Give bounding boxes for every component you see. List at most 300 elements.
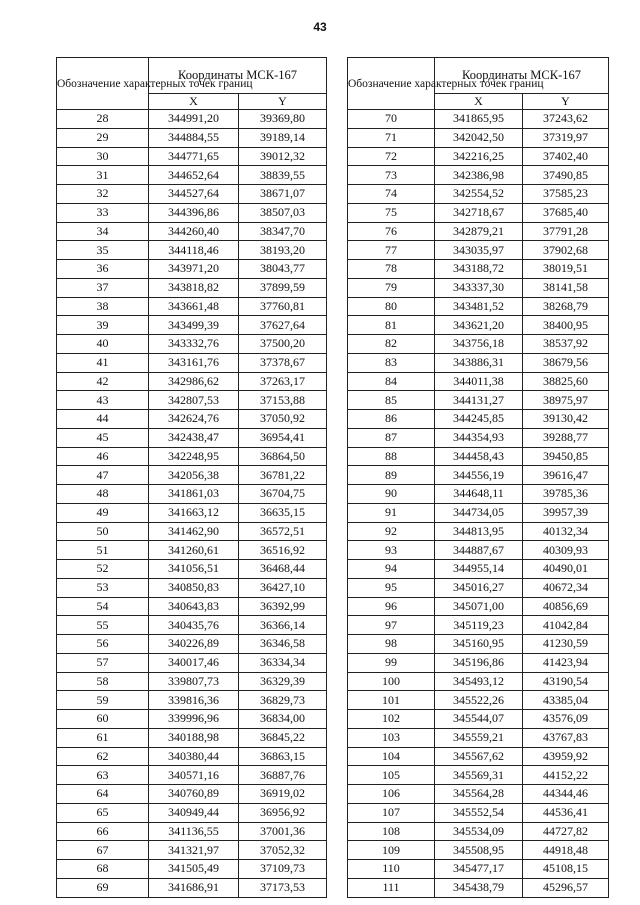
x-coordinate-cell: 344955,14 bbox=[435, 560, 523, 579]
point-number-cell: 67 bbox=[57, 841, 149, 860]
table-row bbox=[57, 128, 327, 147]
x-coordinate-cell: 340571,16 bbox=[149, 766, 239, 785]
table-row bbox=[348, 485, 609, 504]
y-coordinate-cell: 38825,60 bbox=[523, 372, 609, 391]
point-number-cell: 102 bbox=[348, 710, 435, 729]
y-coordinate-cell: 44727,82 bbox=[523, 822, 609, 841]
point-number-cell: 61 bbox=[57, 728, 149, 747]
x-coordinate-cell: 344396,86 bbox=[149, 203, 239, 222]
point-number-cell: 58 bbox=[57, 672, 149, 691]
y-coordinate-cell: 36781,22 bbox=[239, 466, 327, 485]
y-coordinate-cell: 39130,42 bbox=[523, 410, 609, 429]
x-coordinate-cell: 345544,07 bbox=[435, 710, 523, 729]
point-number-cell: 73 bbox=[348, 166, 435, 185]
x-coordinate-cell: 345071,00 bbox=[435, 597, 523, 616]
x-coordinate-cell: 345564,28 bbox=[435, 785, 523, 804]
x-coordinate-cell: 340188,98 bbox=[149, 728, 239, 747]
x-coordinate-cell: 344245,85 bbox=[435, 410, 523, 429]
point-number-cell: 89 bbox=[348, 466, 435, 485]
point-number-cell: 75 bbox=[348, 203, 435, 222]
table-row bbox=[57, 597, 327, 616]
x-coordinate-cell: 343661,48 bbox=[149, 297, 239, 316]
point-number-cell: 68 bbox=[57, 860, 149, 879]
y-column-header: Y bbox=[523, 94, 609, 110]
x-coordinate-cell: 344011,38 bbox=[435, 372, 523, 391]
table-row bbox=[348, 335, 609, 354]
table-row bbox=[57, 485, 327, 504]
point-number-cell: 44 bbox=[57, 410, 149, 429]
y-coordinate-cell: 37760,81 bbox=[239, 297, 327, 316]
x-coordinate-cell: 342386,98 bbox=[435, 166, 523, 185]
table-row bbox=[57, 578, 327, 597]
x-coordinate-cell: 343337,30 bbox=[435, 278, 523, 297]
point-number-cell: 98 bbox=[348, 635, 435, 654]
x-coordinate-cell: 345569,31 bbox=[435, 766, 523, 785]
point-number-cell: 100 bbox=[348, 672, 435, 691]
y-coordinate-cell: 37627,64 bbox=[239, 316, 327, 335]
x-coordinate-cell: 345567,62 bbox=[435, 747, 523, 766]
y-coordinate-cell: 37052,32 bbox=[239, 841, 327, 860]
y-coordinate-cell: 36329,39 bbox=[239, 672, 327, 691]
table-row bbox=[348, 822, 609, 841]
point-number-cell: 53 bbox=[57, 578, 149, 597]
x-coordinate-cell: 343886,31 bbox=[435, 353, 523, 372]
x-coordinate-cell: 344556,19 bbox=[435, 466, 523, 485]
y-coordinate-cell: 38019,51 bbox=[523, 260, 609, 279]
table-row bbox=[57, 353, 327, 372]
table-row bbox=[348, 803, 609, 822]
y-coordinate-cell: 44918,48 bbox=[523, 841, 609, 860]
y-coordinate-cell: 38347,70 bbox=[239, 222, 327, 241]
y-coordinate-cell: 37173,53 bbox=[239, 878, 327, 897]
point-number-cell: 48 bbox=[57, 485, 149, 504]
table-row bbox=[57, 860, 327, 879]
table-row bbox=[348, 522, 609, 541]
y-coordinate-cell: 38043,77 bbox=[239, 260, 327, 279]
table-row bbox=[348, 147, 609, 166]
x-coordinate-cell: 343971,20 bbox=[149, 260, 239, 279]
table-row bbox=[348, 747, 609, 766]
y-coordinate-cell: 36834,00 bbox=[239, 710, 327, 729]
y-coordinate-cell: 37685,40 bbox=[523, 203, 609, 222]
y-coordinate-cell: 39288,77 bbox=[523, 428, 609, 447]
x-coordinate-cell: 344527,64 bbox=[149, 185, 239, 204]
point-number-cell: 70 bbox=[348, 110, 435, 129]
y-coordinate-cell: 38400,95 bbox=[523, 316, 609, 335]
x-coordinate-cell: 344734,05 bbox=[435, 503, 523, 522]
table-row bbox=[348, 653, 609, 672]
x-coordinate-cell: 344260,40 bbox=[149, 222, 239, 241]
x-coordinate-cell: 340643,83 bbox=[149, 597, 239, 616]
point-number-cell: 82 bbox=[348, 335, 435, 354]
table-row bbox=[57, 728, 327, 747]
table-row bbox=[348, 503, 609, 522]
x-column-header: X bbox=[435, 94, 523, 110]
x-coordinate-cell: 341861,03 bbox=[149, 485, 239, 504]
table-row bbox=[57, 147, 327, 166]
point-number-cell: 39 bbox=[57, 316, 149, 335]
y-coordinate-cell: 36572,51 bbox=[239, 522, 327, 541]
table-row bbox=[348, 128, 609, 147]
table-row bbox=[57, 841, 327, 860]
table-row bbox=[348, 278, 609, 297]
y-coordinate-cell: 45108,15 bbox=[523, 860, 609, 879]
x-coordinate-cell: 345160,95 bbox=[435, 635, 523, 654]
point-number-cell: 62 bbox=[57, 747, 149, 766]
point-number-cell: 76 bbox=[348, 222, 435, 241]
x-coordinate-cell: 344458,43 bbox=[435, 447, 523, 466]
table-row bbox=[57, 428, 327, 447]
x-coordinate-cell: 340760,89 bbox=[149, 785, 239, 804]
point-number-cell: 105 bbox=[348, 766, 435, 785]
table-row bbox=[348, 541, 609, 560]
y-coordinate-cell: 36864,50 bbox=[239, 447, 327, 466]
table-row bbox=[348, 785, 609, 804]
table-row bbox=[348, 166, 609, 185]
x-coordinate-cell: 343621,20 bbox=[435, 316, 523, 335]
table-row bbox=[57, 372, 327, 391]
point-number-cell: 66 bbox=[57, 822, 149, 841]
y-coordinate-cell: 36829,73 bbox=[239, 691, 327, 710]
x-coordinate-cell: 343756,18 bbox=[435, 335, 523, 354]
x-coordinate-cell: 344648,11 bbox=[435, 485, 523, 504]
point-number-cell: 109 bbox=[348, 841, 435, 860]
y-coordinate-cell: 36334,34 bbox=[239, 653, 327, 672]
point-number-cell: 51 bbox=[57, 541, 149, 560]
table-row bbox=[57, 203, 327, 222]
point-number-cell: 107 bbox=[348, 803, 435, 822]
point-number-cell: 33 bbox=[57, 203, 149, 222]
y-coordinate-cell: 36863,15 bbox=[239, 747, 327, 766]
table-row bbox=[348, 466, 609, 485]
point-number-cell: 103 bbox=[348, 728, 435, 747]
table-row bbox=[57, 391, 327, 410]
point-number-cell: 69 bbox=[57, 878, 149, 897]
y-coordinate-cell: 43959,92 bbox=[523, 747, 609, 766]
x-coordinate-cell: 344354,93 bbox=[435, 428, 523, 447]
point-number-cell: 108 bbox=[348, 822, 435, 841]
x-coordinate-cell: 344991,20 bbox=[149, 110, 239, 129]
x-coordinate-cell: 343332,76 bbox=[149, 335, 239, 354]
y-coordinate-cell: 37050,92 bbox=[239, 410, 327, 429]
table-row bbox=[57, 803, 327, 822]
x-coordinate-cell: 340435,76 bbox=[149, 616, 239, 635]
x-coordinate-cell: 344884,55 bbox=[149, 128, 239, 147]
table-row bbox=[57, 185, 327, 204]
point-number-cell: 94 bbox=[348, 560, 435, 579]
y-coordinate-cell: 41423,94 bbox=[523, 653, 609, 672]
table-body bbox=[348, 110, 609, 898]
table-row bbox=[348, 728, 609, 747]
x-coordinate-cell: 345508,95 bbox=[435, 841, 523, 860]
table-row bbox=[57, 785, 327, 804]
table-row bbox=[348, 691, 609, 710]
y-coordinate-cell: 37402,40 bbox=[523, 147, 609, 166]
y-coordinate-cell: 41230,59 bbox=[523, 635, 609, 654]
table-row bbox=[57, 260, 327, 279]
table-row bbox=[57, 522, 327, 541]
y-coordinate-cell: 38671,07 bbox=[239, 185, 327, 204]
table-row bbox=[57, 166, 327, 185]
point-number-cell: 104 bbox=[348, 747, 435, 766]
x-coordinate-cell: 344131,27 bbox=[435, 391, 523, 410]
table-row bbox=[57, 316, 327, 335]
y-coordinate-cell: 43576,09 bbox=[523, 710, 609, 729]
point-number-cell: 55 bbox=[57, 616, 149, 635]
table-row bbox=[57, 335, 327, 354]
table-row bbox=[348, 353, 609, 372]
point-number-cell: 87 bbox=[348, 428, 435, 447]
x-coordinate-cell: 342718,67 bbox=[435, 203, 523, 222]
point-number-cell: 60 bbox=[57, 710, 149, 729]
x-coordinate-cell: 342056,38 bbox=[149, 466, 239, 485]
point-number-cell: 49 bbox=[57, 503, 149, 522]
table-row bbox=[348, 185, 609, 204]
x-coordinate-cell: 342879,21 bbox=[435, 222, 523, 241]
table-row bbox=[348, 260, 609, 279]
x-coordinate-cell: 343035,97 bbox=[435, 241, 523, 260]
x-coordinate-cell: 344771,65 bbox=[149, 147, 239, 166]
y-coordinate-cell: 37243,62 bbox=[523, 110, 609, 129]
y-coordinate-cell: 36427,10 bbox=[239, 578, 327, 597]
y-coordinate-cell: 45296,57 bbox=[523, 878, 609, 897]
x-coordinate-cell: 344813,95 bbox=[435, 522, 523, 541]
point-number-cell: 84 bbox=[348, 372, 435, 391]
y-coordinate-cell: 37153,88 bbox=[239, 391, 327, 410]
x-coordinate-cell: 341056,51 bbox=[149, 560, 239, 579]
table-row bbox=[348, 841, 609, 860]
point-number-cell: 81 bbox=[348, 316, 435, 335]
y-coordinate-cell: 39012,32 bbox=[239, 147, 327, 166]
point-number-cell: 32 bbox=[57, 185, 149, 204]
table-row bbox=[348, 635, 609, 654]
x-coordinate-cell: 345438,79 bbox=[435, 878, 523, 897]
x-coordinate-cell: 339816,36 bbox=[149, 691, 239, 710]
table-row bbox=[57, 297, 327, 316]
point-number-cell: 52 bbox=[57, 560, 149, 579]
point-number-cell: 56 bbox=[57, 635, 149, 654]
y-coordinate-cell: 43385,04 bbox=[523, 691, 609, 710]
y-coordinate-cell: 36392,99 bbox=[239, 597, 327, 616]
table-row bbox=[57, 110, 327, 129]
point-number-cell: 28 bbox=[57, 110, 149, 129]
y-coordinate-cell: 38975,97 bbox=[523, 391, 609, 410]
point-number-cell: 111 bbox=[348, 878, 435, 897]
x-coordinate-cell: 343481,52 bbox=[435, 297, 523, 316]
x-coordinate-cell: 342438,47 bbox=[149, 428, 239, 447]
x-coordinate-cell: 341686,91 bbox=[149, 878, 239, 897]
x-coordinate-cell: 341136,55 bbox=[149, 822, 239, 841]
x-coordinate-cell: 343818,82 bbox=[149, 278, 239, 297]
point-number-cell: 88 bbox=[348, 447, 435, 466]
table-row bbox=[348, 203, 609, 222]
y-coordinate-cell: 39450,85 bbox=[523, 447, 609, 466]
point-number-cell: 65 bbox=[57, 803, 149, 822]
x-coordinate-cell: 339807,73 bbox=[149, 672, 239, 691]
table-row bbox=[57, 635, 327, 654]
y-coordinate-cell: 40672,34 bbox=[523, 578, 609, 597]
point-number-cell: 45 bbox=[57, 428, 149, 447]
x-coordinate-cell: 340850,83 bbox=[149, 578, 239, 597]
x-coordinate-cell: 341462,90 bbox=[149, 522, 239, 541]
point-number-cell: 95 bbox=[348, 578, 435, 597]
x-coordinate-cell: 345534,09 bbox=[435, 822, 523, 841]
coordinates-table-right bbox=[347, 57, 609, 898]
point-number-cell: 63 bbox=[57, 766, 149, 785]
point-number-cell: 64 bbox=[57, 785, 149, 804]
point-number-cell: 47 bbox=[57, 466, 149, 485]
table-row bbox=[348, 710, 609, 729]
x-coordinate-cell: 345552,54 bbox=[435, 803, 523, 822]
y-coordinate-cell: 44536,41 bbox=[523, 803, 609, 822]
x-coordinate-cell: 339996,96 bbox=[149, 710, 239, 729]
x-coordinate-cell: 340380,44 bbox=[149, 747, 239, 766]
table-row bbox=[348, 297, 609, 316]
y-coordinate-cell: 40490,01 bbox=[523, 560, 609, 579]
y-coordinate-cell: 37263,17 bbox=[239, 372, 327, 391]
table-row bbox=[348, 410, 609, 429]
table-row bbox=[348, 878, 609, 897]
y-coordinate-cell: 38839,55 bbox=[239, 166, 327, 185]
y-coordinate-cell: 38679,56 bbox=[523, 353, 609, 372]
point-number-cell: 90 bbox=[348, 485, 435, 504]
point-number-cell: 71 bbox=[348, 128, 435, 147]
x-column-header: X bbox=[149, 94, 239, 110]
point-number-cell: 83 bbox=[348, 353, 435, 372]
table-row bbox=[57, 878, 327, 897]
table-row bbox=[57, 766, 327, 785]
y-coordinate-cell: 36468,44 bbox=[239, 560, 327, 579]
x-coordinate-cell: 342042,50 bbox=[435, 128, 523, 147]
x-coordinate-cell: 342807,53 bbox=[149, 391, 239, 410]
x-coordinate-cell: 343499,39 bbox=[149, 316, 239, 335]
table-row bbox=[348, 372, 609, 391]
point-number-cell: 101 bbox=[348, 691, 435, 710]
point-number-cell: 36 bbox=[57, 260, 149, 279]
table-row bbox=[57, 466, 327, 485]
table-body bbox=[57, 110, 327, 898]
y-coordinate-cell: 43190,54 bbox=[523, 672, 609, 691]
table-row bbox=[348, 391, 609, 410]
y-coordinate-cell: 36954,41 bbox=[239, 428, 327, 447]
table-row bbox=[57, 653, 327, 672]
point-label-header: Обозначение характерных точек границ bbox=[348, 58, 435, 110]
x-coordinate-cell: 343161,76 bbox=[149, 353, 239, 372]
y-coordinate-cell: 44152,22 bbox=[523, 766, 609, 785]
table-row bbox=[57, 241, 327, 260]
point-number-cell: 96 bbox=[348, 597, 435, 616]
table-row bbox=[348, 241, 609, 260]
y-coordinate-cell: 37902,68 bbox=[523, 241, 609, 260]
table-row bbox=[57, 560, 327, 579]
y-coordinate-cell: 43767,83 bbox=[523, 728, 609, 747]
point-number-cell: 99 bbox=[348, 653, 435, 672]
y-coordinate-cell: 36704,75 bbox=[239, 485, 327, 504]
coordinates-table-left bbox=[56, 57, 327, 898]
point-number-cell: 79 bbox=[348, 278, 435, 297]
point-number-cell: 34 bbox=[57, 222, 149, 241]
x-coordinate-cell: 341505,49 bbox=[149, 860, 239, 879]
point-number-cell: 41 bbox=[57, 353, 149, 372]
y-coordinate-cell: 36956,92 bbox=[239, 803, 327, 822]
point-number-cell: 30 bbox=[57, 147, 149, 166]
y-column-header: Y bbox=[239, 94, 327, 110]
table-row bbox=[348, 860, 609, 879]
table-row bbox=[348, 560, 609, 579]
x-coordinate-cell: 343188,72 bbox=[435, 260, 523, 279]
y-coordinate-cell: 38507,03 bbox=[239, 203, 327, 222]
table-row bbox=[57, 710, 327, 729]
y-coordinate-cell: 37585,23 bbox=[523, 185, 609, 204]
point-number-cell: 54 bbox=[57, 597, 149, 616]
point-number-cell: 93 bbox=[348, 541, 435, 560]
x-coordinate-cell: 345559,21 bbox=[435, 728, 523, 747]
x-coordinate-cell: 342248,95 bbox=[149, 447, 239, 466]
y-coordinate-cell: 36845,22 bbox=[239, 728, 327, 747]
x-coordinate-cell: 344652,64 bbox=[149, 166, 239, 185]
y-coordinate-cell: 40856,69 bbox=[523, 597, 609, 616]
point-number-cell: 85 bbox=[348, 391, 435, 410]
y-coordinate-cell: 39957,39 bbox=[523, 503, 609, 522]
point-number-cell: 35 bbox=[57, 241, 149, 260]
point-number-cell: 106 bbox=[348, 785, 435, 804]
point-number-cell: 77 bbox=[348, 241, 435, 260]
x-coordinate-cell: 344887,67 bbox=[435, 541, 523, 560]
y-coordinate-cell: 38193,20 bbox=[239, 241, 327, 260]
table-row bbox=[57, 672, 327, 691]
x-coordinate-cell: 345522,26 bbox=[435, 691, 523, 710]
y-coordinate-cell: 44344,46 bbox=[523, 785, 609, 804]
y-coordinate-cell: 37001,36 bbox=[239, 822, 327, 841]
y-coordinate-cell: 41042,84 bbox=[523, 616, 609, 635]
table-row bbox=[57, 747, 327, 766]
point-number-cell: 72 bbox=[348, 147, 435, 166]
x-coordinate-cell: 342624,76 bbox=[149, 410, 239, 429]
x-coordinate-cell: 340017,46 bbox=[149, 653, 239, 672]
y-coordinate-cell: 38268,79 bbox=[523, 297, 609, 316]
point-number-cell: 80 bbox=[348, 297, 435, 316]
point-number-cell: 38 bbox=[57, 297, 149, 316]
table-row bbox=[348, 766, 609, 785]
point-number-cell: 42 bbox=[57, 372, 149, 391]
point-number-cell: 50 bbox=[57, 522, 149, 541]
point-number-cell: 40 bbox=[57, 335, 149, 354]
table-row bbox=[57, 447, 327, 466]
x-coordinate-cell: 341321,97 bbox=[149, 841, 239, 860]
y-coordinate-cell: 39616,47 bbox=[523, 466, 609, 485]
y-coordinate-cell: 38141,58 bbox=[523, 278, 609, 297]
table-row bbox=[348, 316, 609, 335]
point-number-cell: 43 bbox=[57, 391, 149, 410]
y-coordinate-cell: 37791,28 bbox=[523, 222, 609, 241]
x-coordinate-cell: 345016,27 bbox=[435, 578, 523, 597]
table-row bbox=[57, 222, 327, 241]
x-coordinate-cell: 345119,23 bbox=[435, 616, 523, 635]
table-row bbox=[348, 597, 609, 616]
y-coordinate-cell: 37109,73 bbox=[239, 860, 327, 879]
point-number-cell: 46 bbox=[57, 447, 149, 466]
y-coordinate-cell: 36366,14 bbox=[239, 616, 327, 635]
point-number-cell: 37 bbox=[57, 278, 149, 297]
y-coordinate-cell: 36635,15 bbox=[239, 503, 327, 522]
x-coordinate-cell: 341260,61 bbox=[149, 541, 239, 560]
table-row bbox=[57, 822, 327, 841]
table-row bbox=[348, 578, 609, 597]
table-row bbox=[348, 110, 609, 129]
table-row bbox=[57, 503, 327, 522]
y-coordinate-cell: 36919,02 bbox=[239, 785, 327, 804]
point-label-header: Обозначение характерных точек границ bbox=[57, 58, 149, 110]
